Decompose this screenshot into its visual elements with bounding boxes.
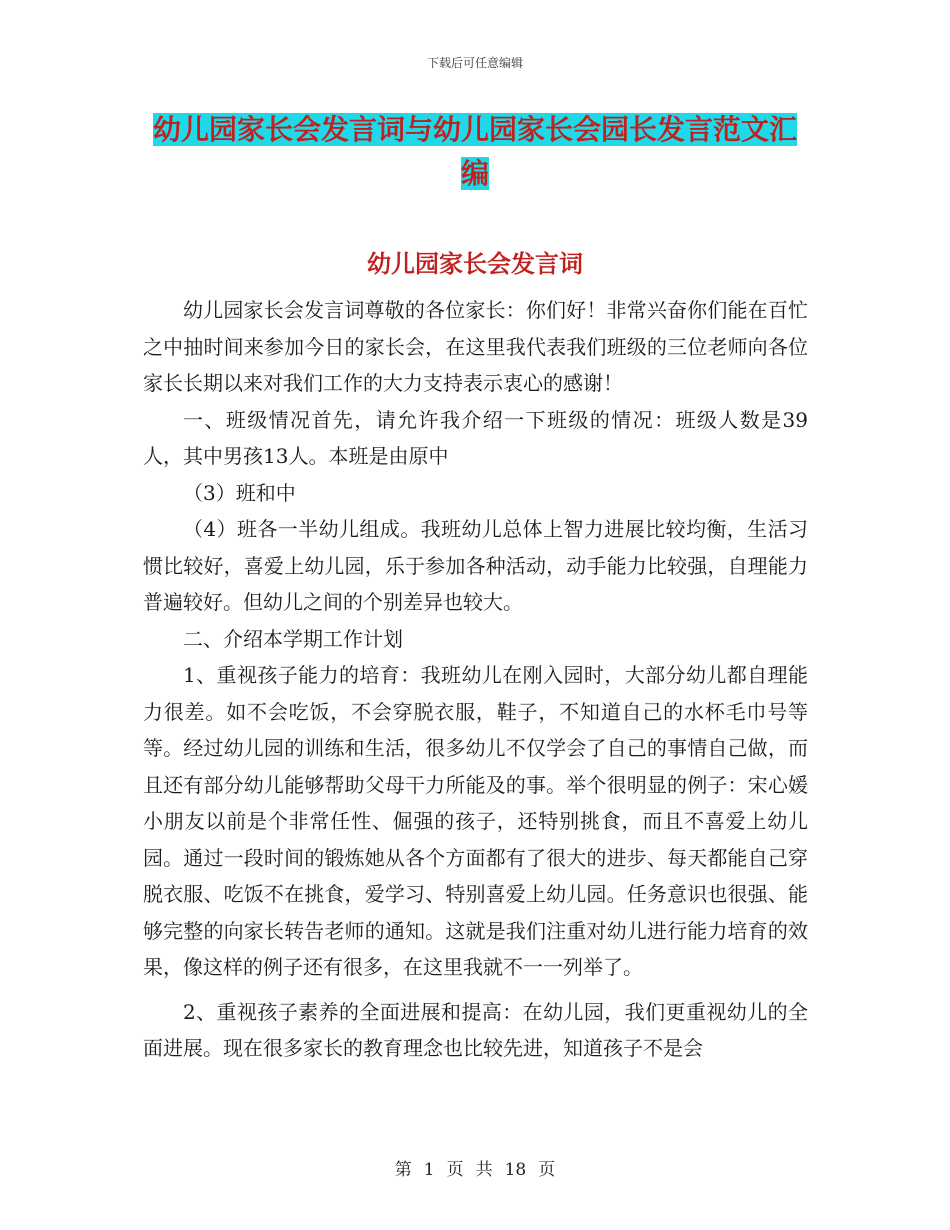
paragraph-greeting: 幼儿园家长会发言词尊敬的各位家长：你们好！非常兴奋你们能在百忙之中抽时间来参加今日的家长会，在这里我代表我们班级的三位老师向各位家长长期以来对我们工作的大力支持表示衷心的感谢！ [143,298,808,395]
footer-total-label: 共 [475,1160,493,1180]
paragraph-plan-heading: 二、介绍本学期工作计划 [183,626,403,651]
footer-page-label: 第 [394,1160,412,1180]
paragraph-class-4: （4）班各一半幼儿组成。我班幼儿总体上智力进展比较均衡，生活习惯比较好，喜爱上幼儿园，乐于参加各种活动，动手能力比较强，自理能力普遍较好。但幼儿之间的个别差异也较大。 [143,517,808,614]
document-title [145,108,805,196]
footer-page-unit: 页 [446,1160,464,1180]
document-title-line2: 编 [460,157,489,190]
page-footer [0,1155,950,1180]
document-title-line1: 幼儿园家长会发言词与幼儿园家长会园长发言范文汇 [152,113,797,146]
footer-total-pages: 18 [504,1160,527,1180]
paragraph-quality: 2、重视孩子素养的全面进展和提高：在幼儿园，我们更重视幼儿的全面进展。现在很多家长的教育理念也比较先进，知道孩子不是会 [143,999,808,1060]
paragraph-class-3: （3）班和中 [183,480,296,505]
paragraph-ability: 1、重视孩子能力的培育：我班幼儿在刚入园时，大部分幼儿都自理能力很差。如不会吃饭，不会穿脱衣服，鞋子，不知道自己的水杯毛巾号等等。经过幼儿园的训练和生活，很多幼儿不仅学会了自己的事情自己做，而且还有部分幼儿能够帮助父母干力所能及的事。举个很明显的例子：宋心媛小朋友以前是个非常任性、倔强的孩子，还特别挑食，而且不喜爱上幼儿园。通过一段时间的锻炼她从各个方面都有了很大的进步、每天都能自己穿脱衣服、吃饭不在挑食，爱学习、特别喜爱上幼儿园。任务意识也很强、能够完整的向家长转告老师的通知。这就是我们注重对幼儿进行能力培育的效果，像这样的例子还有很多，在这里我就不一一列举了。 [143,663,808,979]
paragraph-class-info: 一、班级情况首先，请允许我介绍一下班级的情况：班级人数是39人，其中男孩13人。本班是由原中 [143,407,808,468]
section-title: 幼儿园家长会发言词 [367,250,583,278]
header-note: 下载后可任意编辑 [426,56,523,70]
document-body [143,292,808,1067]
footer-page-number: 1 [423,1160,435,1180]
footer-total-unit: 页 [538,1160,556,1180]
